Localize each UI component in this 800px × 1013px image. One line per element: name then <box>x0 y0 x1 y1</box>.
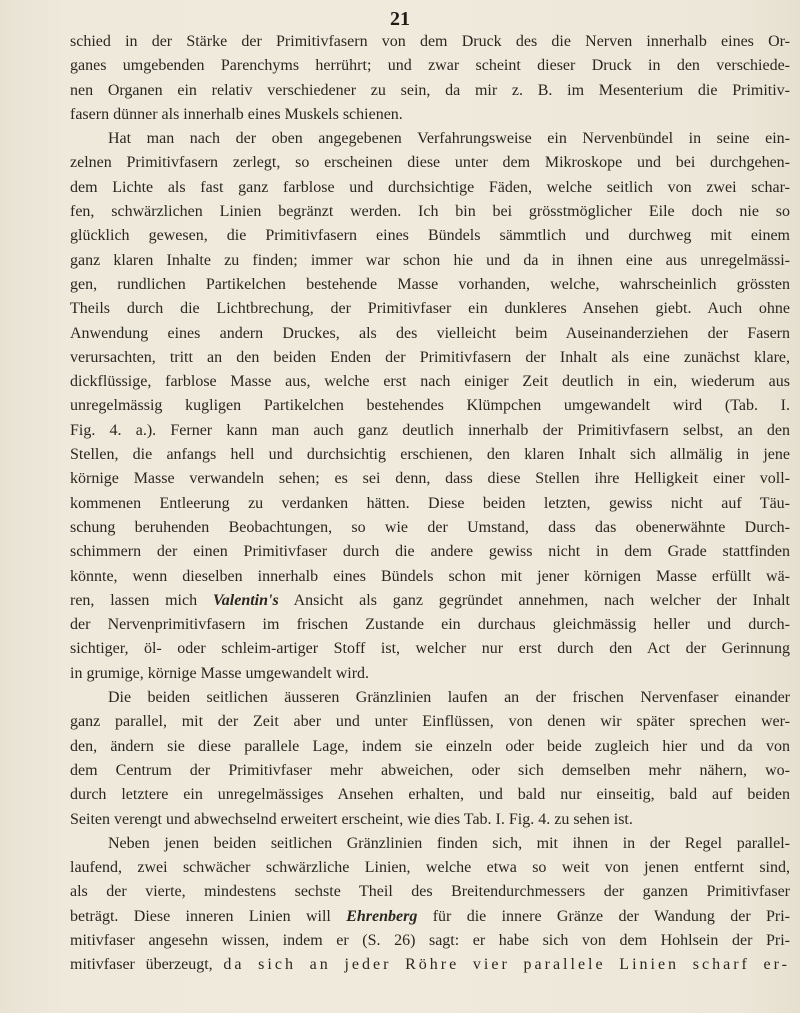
text-line: laufend, zwei schwächer schwärzliche Linien, welche etwa so weit von jenen entfernt sind, <box>70 859 790 877</box>
text-line: fasern dünner als innerhalb eines Muskels schienen. <box>70 105 403 123</box>
text-line: Stellen, die anfangs hell und durchsichtig erschienen, den klaren Inhalt sich allmälig in jene <box>70 446 790 464</box>
text-line: zelnen Primitivfasern zerlegt, so erscheinen diese unter dem Mikroskope und bei durchgehen- <box>70 154 790 172</box>
text-line: durch letztere ein unregelmässiges Ansehen erhalten, und bald nur einseitig, bald auf beiden <box>70 786 790 804</box>
text-line: körnige Masse verwandeln sehen; es sei denn, dass diese Stellen ihre Helligkeit einer voll- <box>70 470 790 488</box>
author-name: Valentin's <box>212 591 279 609</box>
text-line: ganz parallel, mit der Zeit aber und unter Einflüssen, von denen wir später sprechen wer- <box>70 713 790 731</box>
text-fragment: ren, lassen mich <box>70 591 213 609</box>
text-line: dickflüssige, farblose Masse aus, welche erst nach einiger Zeit deutlich in ein, wiederum aus <box>70 373 790 391</box>
text-line: schied in der Stärke der Primitivfasern von dem Druck des die Nerven innerhalb eines Or- <box>70 33 790 50</box>
text-line: als der vierte, mindestens sechste Theil des Breitendurchmessers der ganzen Primitivfaser <box>70 883 790 901</box>
body-text <box>70 33 790 981</box>
text-line <box>70 592 790 616</box>
text-line: sichtiger, öl- oder schleim-artiger Stoff ist, welcher nur erst durch den Act der Gerinnung <box>70 640 790 658</box>
text-line: Hat man nach der oben angegebenen Verfahrungsweise ein Nervenbündel in seine ein- <box>108 130 790 148</box>
text-line: Theils durch die Lichtbrechung, der Primitivfaser ein dunkleres Ansehen giebt. Auch ohne <box>70 300 790 318</box>
text-line: der Nervenprimitivfasern im frischen Zustande ein durchaus gleichmässig heller und durch- <box>70 616 790 634</box>
text-line: dem Lichte als fast ganz farblose und durchsichtige Fäden, welche seitlich von zwei schar- <box>70 178 790 196</box>
text-line: glücklich gewesen, die Primitivfasern eines Bündels sämmtlich und durchweg mit einem <box>70 227 790 245</box>
text-fragment: mitivfaser überzeugt, <box>70 956 224 974</box>
text-line <box>70 908 790 932</box>
text-line: Fig. 4. a.). Ferner kann man auch ganz deutlich innerhalb der Primitivfasern selbst, an den <box>70 421 790 439</box>
text-line: verursachten, tritt an den beiden Enden der Primitivfasern der Inhalt als eine zunächst klare, <box>70 348 790 366</box>
text-line: in grumige, körnige Masse umgewandelt wird. <box>70 664 370 682</box>
text-line: Anwendung eines andern Druckes, als des vielleicht beim Auseinanderziehen der Fasern <box>70 324 790 342</box>
text-line: könnte, wenn dieselben innerhalb eines Bündels schon mit jener körnigen Masse erfüllt wä- <box>70 567 790 585</box>
text-line: Neben jenen beiden seitlichen Gränzlinien finden sich, mit ihnen in der Regel parallel- <box>108 834 790 852</box>
text-line: Die beiden seitlichen äusseren Gränzlinien laufen an der frischen Nervenfaser einander <box>108 689 790 707</box>
text-line: kommenen Entleerung zu verdanken hätten. Diese beiden letzten, gewiss nicht auf Täu- <box>70 494 790 512</box>
text-line: schimmern der einen Primitivfaser durch die andere gewiss nicht in dem Grade stattfinden <box>70 543 790 561</box>
spaced-emphasis: da sich an jeder Röhre vier parallele Linien scharf er- <box>223 956 790 974</box>
text-line: unregelmässig kugligen Partikelchen bestehendes Klümpchen umgewandelt wird (Tab. I. <box>70 397 790 415</box>
text-line: mitivfaser angesehn wissen, indem er (S. 26) sagt: er habe sich von dem Hohlsein der Pri- <box>70 931 790 949</box>
text-line: schung beruhenden Beobachtungen, so wie der Umstand, dass das obenerwähnte Durch- <box>70 518 790 536</box>
text-fragment: für die innere Gränze der Wandung der Pri- <box>417 907 790 925</box>
text-fragment: beträgt. Diese inneren Linien will <box>70 907 347 925</box>
text-line: ganes umgebenden Parenchyms herrührt; und zwar scheint dieser Druck in den verschiede- <box>70 57 790 75</box>
text-line <box>70 956 790 980</box>
text-line: gen, rundlichen Partikelchen bestehende Masse vorhanden, welche, wahrscheinlich grössten <box>70 275 790 293</box>
text-line: fen, schwärzlichen Linien begränzt werden. Ich bin bei grösstmöglicher Eile doch nie so <box>70 203 790 221</box>
author-name: Ehrenberg <box>346 907 418 925</box>
page-number: 21 <box>390 8 410 30</box>
text-line: ganz klaren Inhalte zu finden; immer war schon hie und da in ihnen eine aus unregelmässi- <box>70 251 790 269</box>
text-fragment: Ansicht als ganz gegründet annehmen, nach welcher der Inhalt <box>278 591 790 609</box>
text-line: den, ändern sie diese parallele Lage, indem sie einzeln oder beide zugleich hier und da von <box>70 737 790 755</box>
text-line: Seiten verengt und abwechselnd erweitert erscheint, wie dies Tab. I. Fig. 4. zu sehen ist. <box>70 810 633 828</box>
text-line: nen Organen ein relativ verschiedener zu sein, da mir z. B. im Mesenterium die Primitiv- <box>70 81 790 99</box>
text-line: dem Centrum der Primitivfaser mehr abweichen, oder sich demselben mehr nähern, wo- <box>70 761 790 779</box>
